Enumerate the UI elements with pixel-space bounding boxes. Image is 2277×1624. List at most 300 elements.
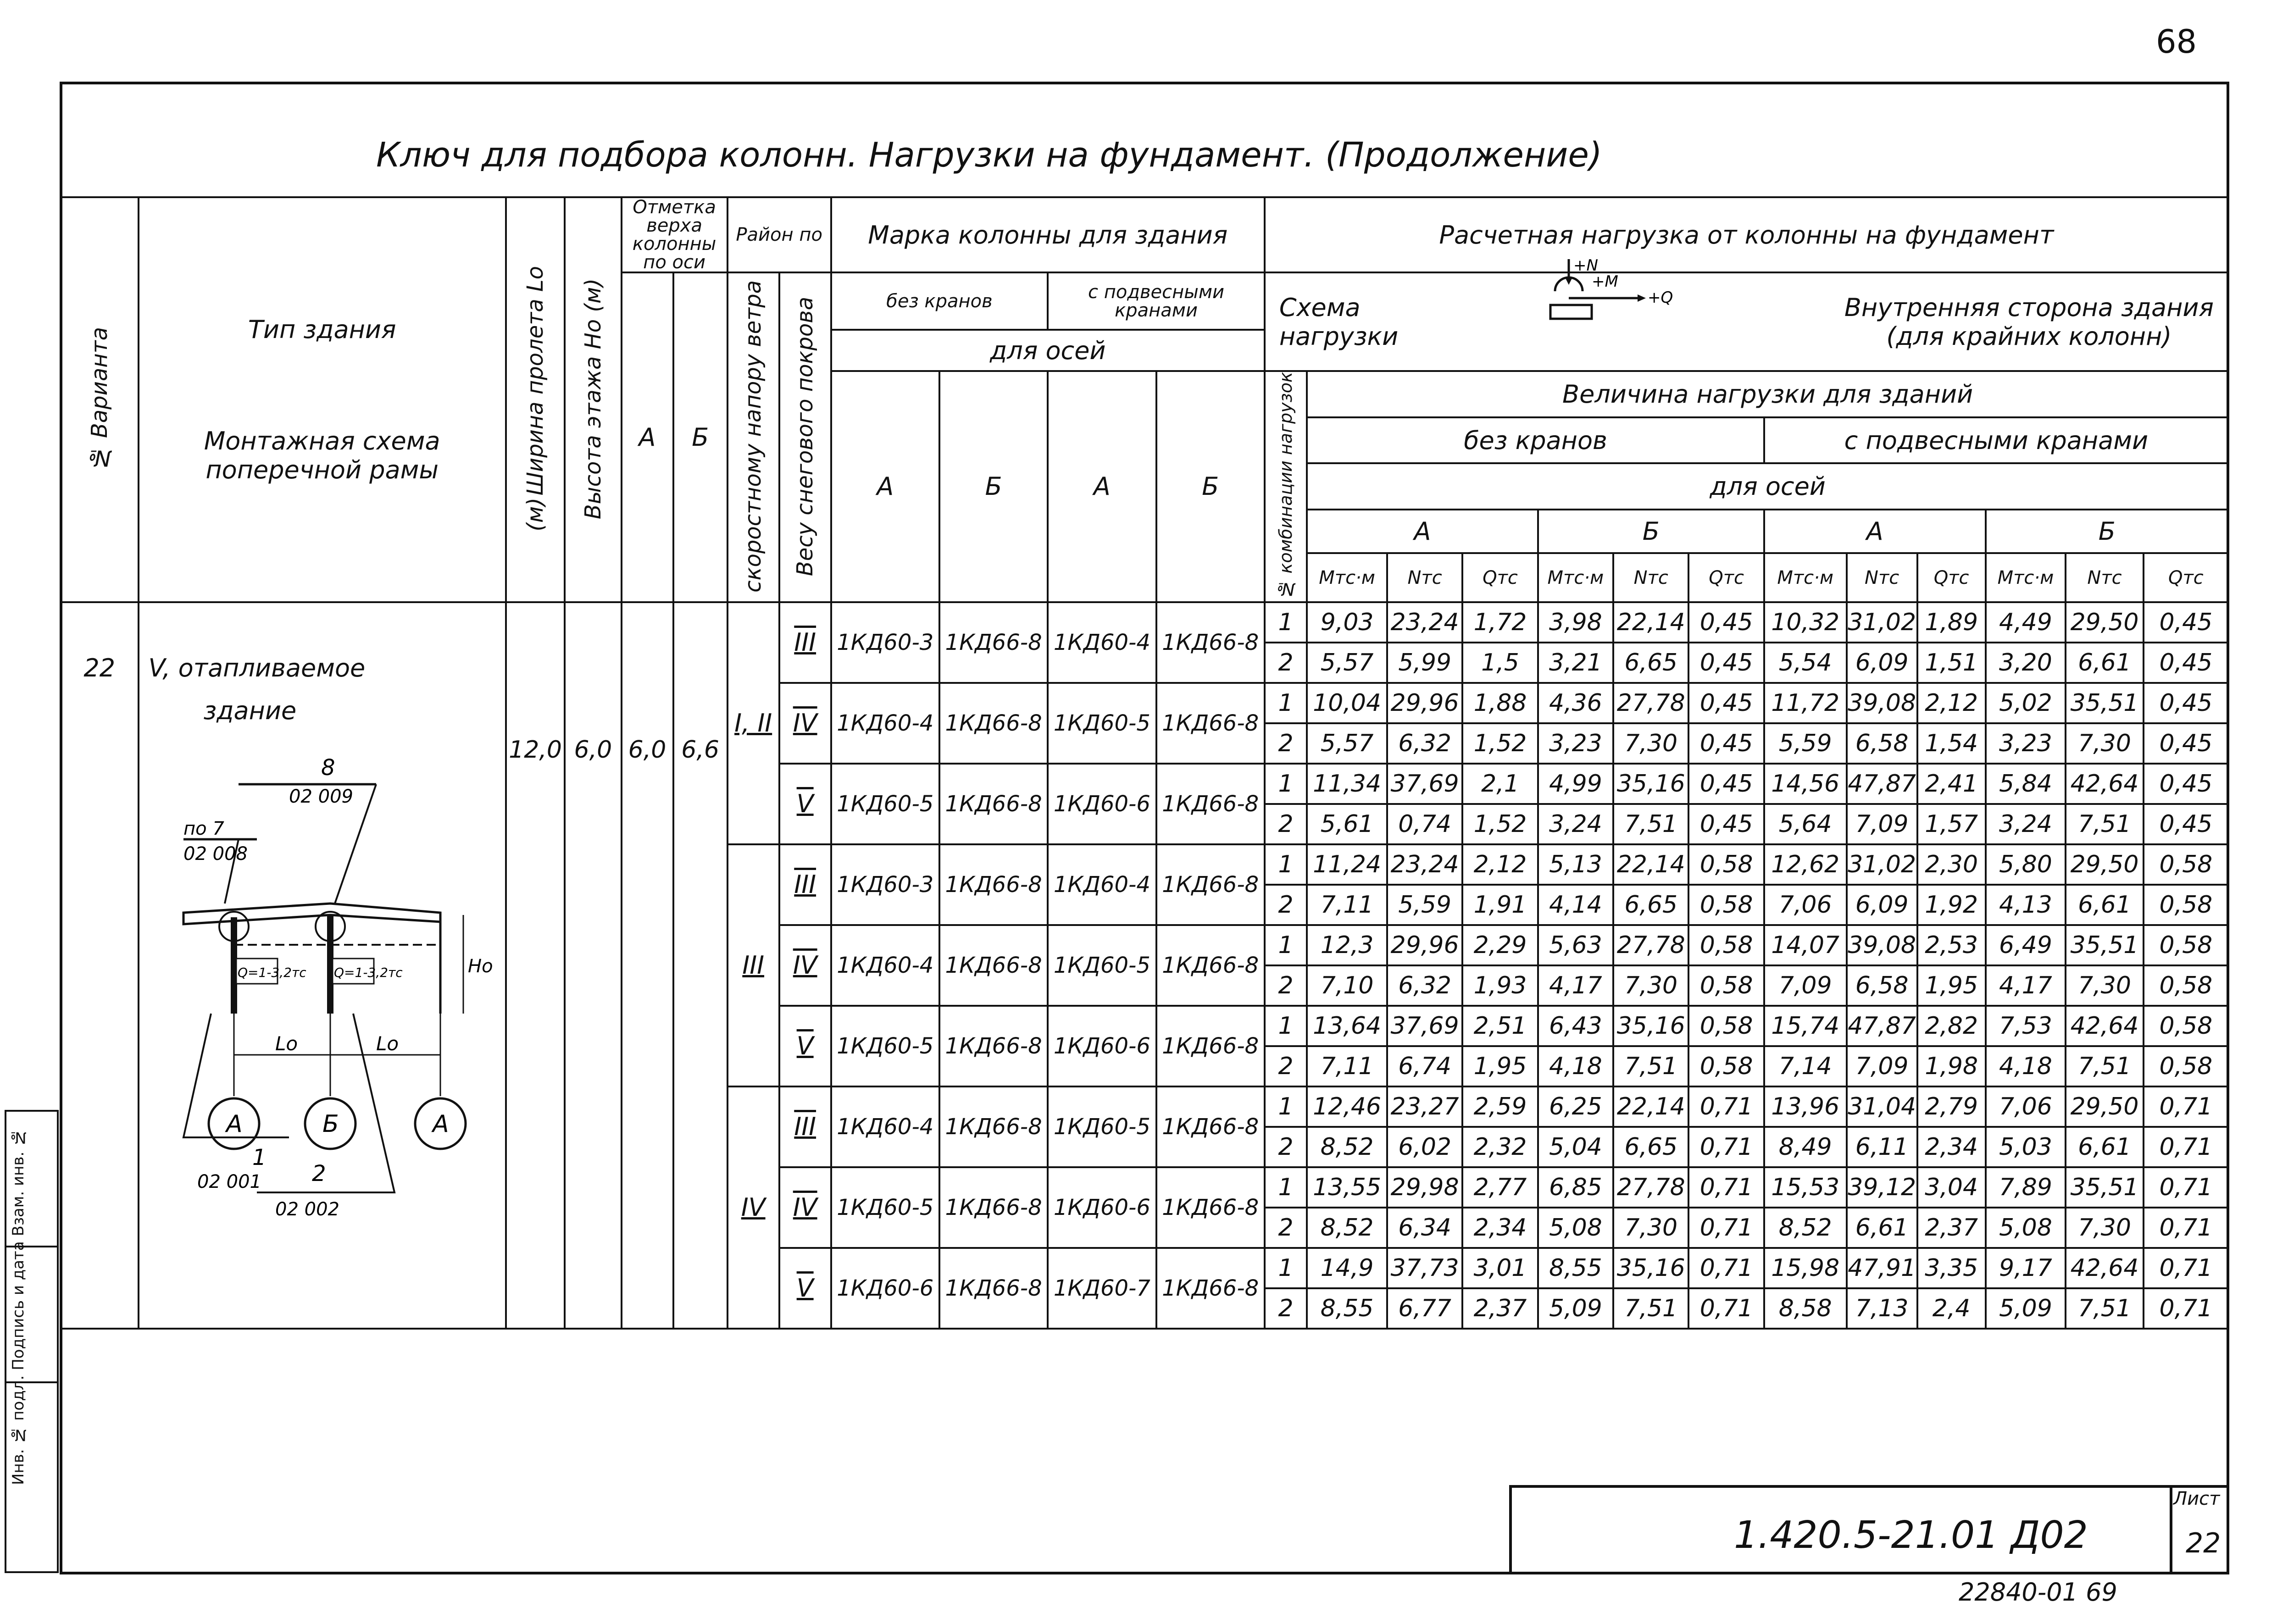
load-axis-b2: Б (1986, 510, 2228, 553)
page-number: 68 (2156, 23, 2197, 61)
load-value: 2,34 (1462, 1208, 1538, 1248)
scheme-label-1: 1 (252, 1145, 267, 1170)
column-mark: 1КД60-5 (831, 1006, 939, 1086)
bottom-code: 22840-01 69 (1959, 1578, 2117, 1607)
column-mark: 1КД66-8 (939, 602, 1048, 683)
load-value: 4,36 (1538, 683, 1613, 723)
load-value: 9,17 (1986, 1248, 2066, 1288)
load-value: 7,30 (2066, 965, 2144, 1006)
load-value: 5,57 (1307, 723, 1387, 764)
load-value: 0,71 (1688, 1167, 1764, 1208)
combination-no: 2 (1265, 965, 1307, 1006)
load-value: 7,13 (1847, 1288, 1917, 1329)
load-value: 2,37 (1462, 1288, 1538, 1329)
load-value: 5,09 (1538, 1288, 1613, 1329)
load-value: 2,30 (1917, 844, 1986, 885)
floor-height-header: Высота этажа Ho (м) (565, 197, 621, 602)
column-mark: 1КД66-8 (939, 683, 1048, 764)
column-mark: 1КД60-5 (831, 1167, 939, 1248)
column-mark: 1КД66-8 (1156, 1248, 1265, 1329)
combination-no: 1 (1265, 602, 1307, 643)
load-value: 7,06 (1764, 885, 1847, 925)
n-unit-1: Nтс (1387, 553, 1462, 602)
mounting-scheme-drawing (138, 734, 505, 1238)
load-value: 5,08 (1986, 1208, 2066, 1248)
n-label: +N (1573, 256, 1598, 275)
m-unit-1: Мтс·м (1307, 553, 1387, 602)
span-width-header: Ширина пролета Lo (м) (506, 197, 565, 602)
load-value: 5,02 (1986, 683, 2066, 723)
with-cranes-header: с подвесными кранами (1048, 272, 1265, 330)
column-mark: 1КД60-5 (1048, 683, 1156, 764)
load-value: 3,01 (1462, 1248, 1538, 1288)
load-value: 2,82 (1917, 1006, 1986, 1046)
load-value: 1,93 (1462, 965, 1538, 1006)
load-value: 10,04 (1307, 683, 1387, 723)
load-value: 7,51 (1613, 804, 1688, 844)
col-mark-a2: А (1048, 371, 1156, 602)
column-mark-header: Марка колонны для здания (831, 197, 1265, 272)
load-value: 39,08 (1847, 925, 1917, 965)
load-value: 8,58 (1764, 1288, 1847, 1329)
load-value: 1,51 (1917, 643, 1986, 683)
load-value: 0,58 (1688, 925, 1764, 965)
column-mark: 1КД66-8 (1156, 1086, 1265, 1167)
load-value: 1,5 (1462, 643, 1538, 683)
column-mark: 1КД66-8 (1156, 844, 1265, 925)
load-value: 31,02 (1847, 844, 1917, 885)
inner-side-label (1844, 293, 2214, 351)
load-value: 31,02 (1847, 602, 1917, 643)
load-value: 10,32 (1764, 602, 1847, 643)
load-value: 2,79 (1917, 1086, 1986, 1127)
load-value: 31,04 (1847, 1086, 1917, 1127)
combination-no: 2 (1265, 885, 1307, 925)
load-value: 6,74 (1387, 1046, 1462, 1086)
column-mark: 1КД60-5 (831, 764, 939, 844)
snow-region: V (779, 1248, 831, 1329)
load-value: 6,32 (1387, 723, 1462, 764)
load-value: 47,87 (1847, 1006, 1917, 1046)
load-value: 6,09 (1847, 885, 1917, 925)
load-value: 15,53 (1764, 1167, 1847, 1208)
load-value: 0,71 (2144, 1086, 2228, 1127)
column-mark: 1КД60-3 (831, 602, 939, 683)
load-value: 0,45 (2144, 804, 2228, 844)
load-value: 5,59 (1387, 885, 1462, 925)
load-value: 1,88 (1462, 683, 1538, 723)
load-value: 7,09 (1847, 1046, 1917, 1086)
load-value: 2,32 (1462, 1127, 1538, 1167)
load-value-header: Величина нагрузки для зданий (1307, 371, 2228, 417)
load-value: 6,61 (2066, 885, 2144, 925)
load-value: 3,23 (1538, 723, 1613, 764)
variant-no-header: № Варианта (61, 197, 139, 602)
q-arrow-head (1638, 294, 1646, 302)
variant-number: 22 (61, 602, 139, 1329)
variant-type-1: V, отапливаемое (148, 653, 366, 682)
load-value: 7,06 (1986, 1086, 2066, 1127)
mounting-scheme-label: Монтажная схема (204, 426, 440, 455)
load-value: 7,11 (1307, 1046, 1387, 1086)
load-value: 29,50 (2066, 1086, 2144, 1127)
wind-region: IV (728, 1086, 779, 1329)
column-mark: 1КД66-8 (939, 764, 1048, 844)
load-value: 0,58 (2144, 925, 2228, 965)
load-value: 29,50 (2066, 844, 2144, 885)
load-value: 0,58 (2144, 844, 2228, 885)
load-value: 11,72 (1764, 683, 1847, 723)
load-value: 7,51 (1613, 1288, 1688, 1329)
load-value: 0,71 (2144, 1288, 2228, 1329)
load-value: 1,91 (1462, 885, 1538, 925)
load-value: 6,11 (1847, 1127, 1917, 1167)
load-value: 6,58 (1847, 965, 1917, 1006)
side-stamp-text (9, 1128, 28, 1489)
combination-no: 2 (1265, 1288, 1307, 1329)
load-value: 7,53 (1986, 1006, 2066, 1046)
column-mark: 1КД66-8 (1156, 683, 1265, 764)
load-value: 2,59 (1462, 1086, 1538, 1127)
n-unit-3: Nтс (1847, 553, 1917, 602)
load-value: 5,61 (1307, 804, 1387, 844)
load-value: 0,45 (1688, 764, 1764, 804)
load-value: 3,20 (1986, 643, 2066, 683)
load-value: 0,58 (2144, 885, 2228, 925)
snow-region: IV (779, 1167, 831, 1248)
load-value: 2,41 (1917, 764, 1986, 804)
lo-label-1: Lo (275, 1032, 298, 1055)
load-scheme-cell (1265, 272, 2228, 371)
load-value: 0,58 (1688, 1006, 1764, 1046)
sheet-label: Лист (2173, 1488, 2220, 1509)
combination-no: 2 (1265, 723, 1307, 764)
load-value: 35,51 (2066, 683, 2144, 723)
combination-no: 2 (1265, 1046, 1307, 1086)
load-axis-a2: А (1764, 510, 1986, 553)
page-title: Ключ для подбора колонн. Нагрузки на фундамент. (Продолжение) (376, 135, 1602, 175)
load-value: 6,65 (1613, 643, 1688, 683)
inner-side-label-1: Внутренняя сторона здания (1844, 293, 2214, 322)
load-value: 6,32 (1387, 965, 1462, 1006)
column-mark: 1КД60-7 (1048, 1248, 1156, 1329)
load-value: 2,4 (1917, 1288, 1986, 1329)
column-mark: 1КД60-6 (1048, 1167, 1156, 1248)
load-value: 37,69 (1387, 1006, 1462, 1046)
load-value: 15,74 (1764, 1006, 1847, 1046)
load-value: 0,58 (1688, 844, 1764, 885)
load-value: 35,16 (1613, 1248, 1688, 1288)
variant-mark-b: 6,6 (673, 602, 728, 1329)
load-axis-b1: Б (1538, 510, 1764, 553)
foundation-rect (1550, 305, 1592, 319)
column-mark: 1КД66-8 (1156, 602, 1265, 683)
col-mark-a1: А (831, 371, 939, 602)
no-cranes-header: без кранов (831, 272, 1048, 330)
m-unit-2: Мтс·м (1538, 553, 1613, 602)
load-value: 0,45 (2144, 643, 2228, 683)
load-value: 0,45 (2144, 723, 2228, 764)
load-value: 1,95 (1462, 1046, 1538, 1086)
load-value: 7,09 (1847, 804, 1917, 844)
load-value: 5,84 (1986, 764, 2066, 804)
region-header: Район по (728, 197, 831, 272)
column-mark: 1КД66-8 (939, 844, 1048, 925)
load-value: 5,54 (1764, 643, 1847, 683)
load-value: 0,74 (1387, 804, 1462, 844)
load-value: 3,35 (1917, 1248, 1986, 1288)
load-value: 27,78 (1613, 683, 1688, 723)
roof-slab (183, 903, 440, 924)
load-value: 0,71 (2144, 1127, 2228, 1167)
load-value: 29,98 (1387, 1167, 1462, 1208)
axis-b-label: Б (322, 1110, 339, 1138)
load-value: 42,64 (2066, 764, 2144, 804)
load-value: 6,65 (1613, 1127, 1688, 1167)
scheme-label-7: по 7 (183, 818, 224, 839)
q-unit-1: Qтс (1462, 553, 1538, 602)
load-value: 6,49 (1986, 925, 2066, 965)
load-value: 11,24 (1307, 844, 1387, 885)
combination-no: 1 (1265, 844, 1307, 885)
load-value: 3,24 (1986, 804, 2066, 844)
snow-region: V (779, 764, 831, 844)
col-mark-b2: Б (1156, 371, 1265, 602)
load-value: 8,52 (1307, 1127, 1387, 1167)
load-value: 1,98 (1917, 1046, 1986, 1086)
combination-no: 1 (1265, 1167, 1307, 1208)
load-value: 47,87 (1847, 764, 1917, 804)
load-value: 9,03 (1307, 602, 1387, 643)
combination-no: 2 (1265, 643, 1307, 683)
load-value: 7,14 (1764, 1046, 1847, 1086)
load-value: 13,55 (1307, 1167, 1387, 1208)
m-unit-3: Мтс·м (1764, 553, 1847, 602)
load-value: 42,64 (2066, 1248, 2144, 1288)
load-value: 22,14 (1613, 844, 1688, 885)
load-value: 2,53 (1917, 925, 1986, 965)
load-for-axes-header: для осей (1307, 463, 2228, 510)
mark-top-header: Отметка верха колонны по оси (622, 197, 728, 272)
load-scheme-label (1279, 293, 1398, 351)
column-mark: 1КД66-8 (939, 925, 1048, 1006)
load-value: 5,59 (1764, 723, 1847, 764)
variant-type-2: здание (203, 696, 297, 725)
load-value: 8,52 (1307, 1208, 1387, 1248)
load-value: 12,46 (1307, 1086, 1387, 1127)
load-value: 7,51 (2066, 1288, 2144, 1329)
combination-no: 2 (1265, 804, 1307, 844)
load-value: 4,49 (1986, 602, 2066, 643)
load-value: 0,45 (2144, 683, 2228, 723)
load-value: 6,25 (1538, 1086, 1613, 1127)
load-value: 2,34 (1917, 1127, 1986, 1167)
load-value: 0,45 (2144, 764, 2228, 804)
load-value: 7,51 (2066, 804, 2144, 844)
load-value: 0,71 (2144, 1167, 2228, 1208)
snow-region: IV (779, 925, 831, 1006)
load-value: 35,16 (1613, 764, 1688, 804)
variant-span: 12,0 (506, 602, 565, 1329)
combination-no: 2 (1265, 1127, 1307, 1167)
ho-label: Ho (468, 956, 493, 977)
load-value: 6,09 (1847, 643, 1917, 683)
wind-region: I, II (728, 602, 779, 844)
load-value: 7,51 (1613, 1046, 1688, 1086)
load-value: 4,18 (1538, 1046, 1613, 1086)
load-value: 13,96 (1764, 1086, 1847, 1127)
load-value: 8,55 (1538, 1248, 1613, 1288)
load-value: 6,65 (1613, 885, 1688, 925)
column-mark: 1КД60-6 (831, 1248, 939, 1329)
load-value: 5,04 (1538, 1127, 1613, 1167)
scheme-label-8b: 02 009 (289, 786, 353, 807)
building-type-label: Тип здания (248, 315, 396, 344)
load-with-cranes-header: с подвесными кранами (1764, 417, 2228, 464)
load-value: 5,08 (1538, 1208, 1613, 1248)
load-value: 6,61 (2066, 1127, 2144, 1167)
load-value: 2,77 (1462, 1167, 1538, 1208)
crane-q-label-2: Q=1-3,2тс (334, 965, 403, 980)
load-value: 0,45 (1688, 683, 1764, 723)
axis-c-label: А (433, 1110, 449, 1138)
load-value: 0,58 (1688, 1046, 1764, 1086)
load-value: 4,17 (1538, 965, 1613, 1006)
load-value: 4,13 (1986, 885, 2066, 925)
load-value: 7,30 (2066, 723, 2144, 764)
load-value: 37,73 (1387, 1248, 1462, 1288)
load-value: 5,57 (1307, 643, 1387, 683)
variant-height: 6,0 (565, 602, 621, 1329)
q-label: +Q (1648, 288, 1673, 307)
load-value: 1,52 (1462, 723, 1538, 764)
load-value: 3,23 (1986, 723, 2066, 764)
load-value: 6,77 (1387, 1288, 1462, 1329)
axis-a-label: А (226, 1110, 243, 1138)
snow-region: IV (779, 683, 831, 764)
load-value: 5,63 (1538, 925, 1613, 965)
load-value: 4,18 (1986, 1046, 2066, 1086)
load-value: 2,12 (1462, 844, 1538, 885)
span-unit: (м) (522, 497, 549, 532)
load-value: 27,78 (1613, 925, 1688, 965)
load-value: 29,96 (1387, 683, 1462, 723)
column-mark: 1КД66-8 (939, 1006, 1048, 1086)
load-scheme-label-1: Схема (1279, 293, 1361, 322)
load-value: 1,95 (1917, 965, 1986, 1006)
load-value: 2,1 (1462, 764, 1538, 804)
load-value: 3,21 (1538, 643, 1613, 683)
mark-axis-b-header: Б (673, 272, 728, 602)
column-mark: 1КД60-4 (831, 925, 939, 1006)
load-value: 6,61 (1847, 1208, 1917, 1248)
load-value: 0,45 (1688, 723, 1764, 764)
column-mark: 1КД60-6 (1048, 1006, 1156, 1086)
load-value: 7,89 (1986, 1167, 2066, 1208)
snow-weight-header: Весу снегового покрова (779, 272, 831, 602)
load-value: 35,16 (1613, 1006, 1688, 1046)
load-value: 1,89 (1917, 602, 1986, 643)
column-mark: 1КД60-4 (1048, 602, 1156, 683)
column-mark: 1КД66-8 (1156, 764, 1265, 844)
load-value: 4,17 (1986, 965, 2066, 1006)
load-value: 35,51 (2066, 925, 2144, 965)
load-value: 1,54 (1917, 723, 1986, 764)
for-axes-header: для осей (831, 330, 1265, 371)
load-value: 1,57 (1917, 804, 1986, 844)
combination-no: 1 (1265, 764, 1307, 804)
load-value: 0,71 (1688, 1127, 1764, 1167)
load-value: 8,52 (1764, 1208, 1847, 1248)
load-value: 29,96 (1387, 925, 1462, 965)
load-value: 7,30 (1613, 1208, 1688, 1248)
load-scheme-label-2: нагрузки (1279, 321, 1399, 351)
col-mark-b1: Б (939, 371, 1048, 602)
load-value: 2,37 (1917, 1208, 1986, 1248)
load-value: 0,45 (1688, 643, 1764, 683)
load-value: 0,58 (2144, 1006, 2228, 1046)
load-no-cranes-header: без кранов (1307, 417, 1764, 464)
load-value: 7,09 (1764, 965, 1847, 1006)
load-value: 37,69 (1387, 764, 1462, 804)
load-value: 7,30 (1613, 965, 1688, 1006)
table-row (61, 602, 2228, 643)
load-value: 6,43 (1538, 1006, 1613, 1046)
load-value: 1,72 (1462, 602, 1538, 643)
load-value: 15,98 (1764, 1248, 1847, 1288)
m-unit-4: Мтс·м (1986, 553, 2066, 602)
column-mark: 1КД60-5 (1048, 1086, 1156, 1167)
load-value: 12,3 (1307, 925, 1387, 965)
load-value: 29,50 (2066, 602, 2144, 643)
load-value: 0,71 (1688, 1288, 1764, 1329)
load-value: 0,71 (1688, 1248, 1764, 1288)
combination-no: 1 (1265, 1248, 1307, 1288)
load-value: 7,11 (1307, 885, 1387, 925)
mark-axis-a-header: А (622, 272, 673, 602)
load-value: 0,45 (1688, 602, 1764, 643)
load-value: 6,02 (1387, 1127, 1462, 1167)
load-value: 14,56 (1764, 764, 1847, 804)
snow-region: III (779, 844, 831, 925)
load-value: 47,91 (1847, 1248, 1917, 1288)
column-mark: 1КД60-4 (831, 1086, 939, 1167)
load-value: 0,71 (1688, 1086, 1764, 1127)
load-value: 39,08 (1847, 683, 1917, 723)
snow-region: III (779, 602, 831, 683)
document-code: 1.420.5-21.01 Д02 (1734, 1513, 2088, 1557)
variant-mark-a: 6,0 (622, 602, 673, 1329)
scheme-label-8: 8 (321, 755, 335, 781)
load-value: 7,30 (2066, 1208, 2144, 1248)
load-value: 0,71 (2144, 1248, 2228, 1288)
load-value: 0,45 (2144, 602, 2228, 643)
load-value: 35,51 (2066, 1167, 2144, 1208)
load-value: 3,04 (1917, 1167, 1986, 1208)
combination-no: 1 (1265, 925, 1307, 965)
inner-side-label-2: (для крайних колонн) (1886, 321, 2172, 351)
load-value: 7,10 (1307, 965, 1387, 1006)
load-value: 3,98 (1538, 602, 1613, 643)
load-value: 5,99 (1387, 643, 1462, 683)
combination-no: 1 (1265, 1086, 1307, 1127)
cross-frame-label: поперечной рамы (205, 455, 439, 484)
load-value: 4,99 (1538, 764, 1613, 804)
column-mark: 1КД66-8 (939, 1167, 1048, 1248)
scheme-label-1b: 02 001 (197, 1171, 261, 1192)
snow-region: III (779, 1086, 831, 1167)
combination-no: 2 (1265, 1208, 1307, 1248)
